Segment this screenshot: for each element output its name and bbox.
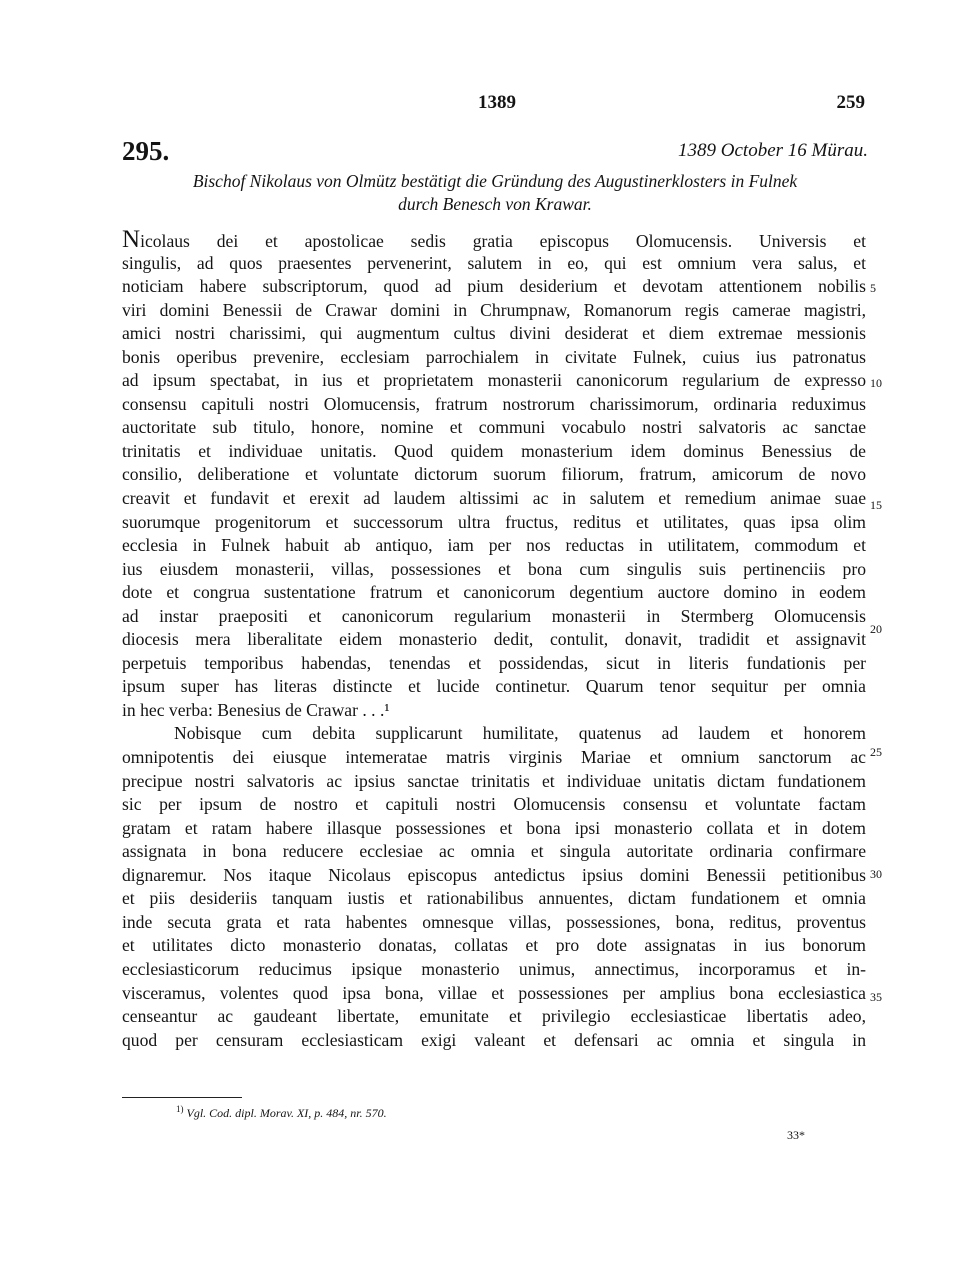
running-head: [0, 92, 960, 116]
line-number: 10: [870, 376, 882, 390]
text-line: ecclesiasticorum reducimus ipsique monasterio unimus, annectimus, incorporamus et in-: [122, 958, 866, 979]
footnote-text: Vgl. Cod. dipl. Morav. XI, p. 484, nr. 570.: [186, 1106, 387, 1120]
text-line: ius eiusdem monasterii, villas, possessiones et bona cum singulis suis pertinenciis pro: [122, 558, 866, 579]
text-line: ad ipsum spectabat, in ius et proprietatem monasterii canonicorum regularium de expresso: [122, 370, 866, 391]
running-head-year: 1389: [478, 92, 516, 113]
text-line: consensu capituli nostri Olomucensis, fratrum nostrorum charissimorum, ordinaria reduximus: [122, 393, 866, 414]
text-line: [122, 228, 866, 252]
text-line: noticiam habere subscriptorum, quod ad pium desiderium et devotam attentionem nobilis: [122, 276, 866, 297]
text-line: suorumque progenitorum et successorum ultra fructus, reditus et utilitates, quas ipsa olim: [122, 511, 866, 532]
text-line: precipue nostri salvatoris ac ipsius sanctae trinitatis et individuae unitatis dictam fundationem: [122, 770, 866, 791]
line-number: 25: [870, 745, 882, 759]
text-line: diocesis mera liberalitate eidem monasterio dedit, contulit, donavit, tradidit et assignavit: [122, 629, 866, 650]
text-line: dote et congrua sustentatione fratrum et canonicorum degentium auctore domino in eodem: [122, 582, 866, 603]
text-line-rest: icolaus dei et apostolicae sedis gratia episcopus Olomucensis. Universis et: [140, 231, 866, 251]
document-title: [122, 170, 868, 216]
footnote-mark: 1): [176, 1104, 184, 1114]
charter-text: [122, 228, 866, 1052]
text-line: gratam et ratam habere illasque possessiones et bona ipsi monasterio collata et in dotem: [122, 817, 866, 838]
text-line: ecclesia in Fulnek habuit ab antiquo, iam per nos reductas in utilitatem, commodum et: [122, 535, 866, 556]
line-number: 35: [870, 990, 882, 1004]
text-line: quod per censuram ecclesiasticam exigi valeant et defensari ac omnia et singula in: [122, 1029, 866, 1050]
text-line: ipsum super has literas distincte et lucide continetur. Quarum tenor sequitur per omnia: [122, 676, 866, 697]
text-line: viri domini Benessii de Crawar domini in Chrumpnaw, Romanorum regis camerae magistri,: [122, 299, 866, 320]
text-line: ad instar praepositi et canonicorum regularium monasterii in Stermberg Olomucensis: [122, 605, 866, 626]
text-line: amici nostri charissimi, qui augmentum cultus divini desiderat et diem extremae messionis: [122, 323, 866, 344]
document-title-line: durch Benesch von Krawar.: [398, 194, 592, 214]
initial-letter: N: [122, 226, 141, 253]
signature-mark: 33*: [787, 1128, 805, 1142]
text-line: assignata in bona reducere ecclesiae ac omnia et singula autoritate ordinaria confirmare: [122, 841, 866, 862]
text-line: consilio, deliberatione et voluntate dictorum suorum filiorum, fratrum, amicorum de novo: [122, 464, 866, 485]
line-number: 20: [870, 622, 882, 636]
text-line: trinitatis et individuae unitatis. Quod quidem monasterium idem dominus Benessius de: [122, 440, 866, 461]
document-title-line: Bischof Nikolaus von Olmütz bestätigt die Gründung des Augustinerklosters in Fulnek: [192, 171, 798, 191]
document-header: [122, 136, 868, 166]
text-line: omnipotentis dei eiusque intemeratae matris virginis Mariae et omnium sanctorum ac: [122, 747, 866, 768]
text-line: in hec verba: Benesius de Crawar . . .¹: [122, 699, 390, 720]
footnote-rule: [122, 1097, 242, 1098]
line-number: 30: [870, 867, 882, 881]
text-line: dignaremur. Nos itaque Nicolaus episcopus antedictus ipsius domini Benessii petitionibus: [122, 864, 866, 885]
text-line: sic per ipsum de nostro et capituli nostri Olomucensis consensu et voluntate factam: [122, 794, 866, 815]
text-line: perpetuis temporibus habendas, tenendas et possidendas, sicut in literis fundationis per: [122, 652, 866, 673]
line-number: 5: [870, 281, 876, 295]
text-line: inde secuta grata et rata habentes omnesque villas, possessiones, bona, reditus, proventus: [122, 911, 866, 932]
document-number: 295.: [122, 136, 170, 166]
footnote: [176, 1104, 387, 1121]
page-number: 259: [836, 92, 865, 113]
text-line: bonis operibus prevenire, ecclesiam parrochialem in civitate Fulnek, cuius ius patronatus: [122, 346, 866, 367]
text-line: auctoritate sub titulo, honore, nomine et communi vocabulo nostri salvatoris ac sanctae: [122, 417, 866, 438]
text-line: creavit et fundavit et erexit ad laudem altissimi ac in salutem et remedium animae suae: [122, 488, 866, 509]
text-line: singulis, ad quos praesentes pervenerint, salutem in eo, qui est omnium vera salus, et: [122, 252, 866, 273]
document-date: 1389 October 16 Mürau.: [678, 140, 868, 161]
text-line: Nobisque cum debita supplicarunt humilitate, quatenus ad laudem et honorem: [174, 723, 866, 744]
text-line: et utilitates dicto monasterio donatas, collatas et pro dote assignatas in ius bonorum: [122, 935, 866, 956]
text-line: et piis desideriis tanquam iustis et rationabilibus annuentes, dictam fundationem et omnia: [122, 888, 866, 909]
text-line: censeantur ac gaudeant libertate, emunitate et privilegio ecclesiasticae libertatis adeo,: [122, 1006, 866, 1027]
text-line: visceramus, volentes quod ipsa bona, villae et possessiones per amplius bona ecclesiastica: [122, 982, 866, 1003]
line-number: 15: [870, 498, 882, 512]
